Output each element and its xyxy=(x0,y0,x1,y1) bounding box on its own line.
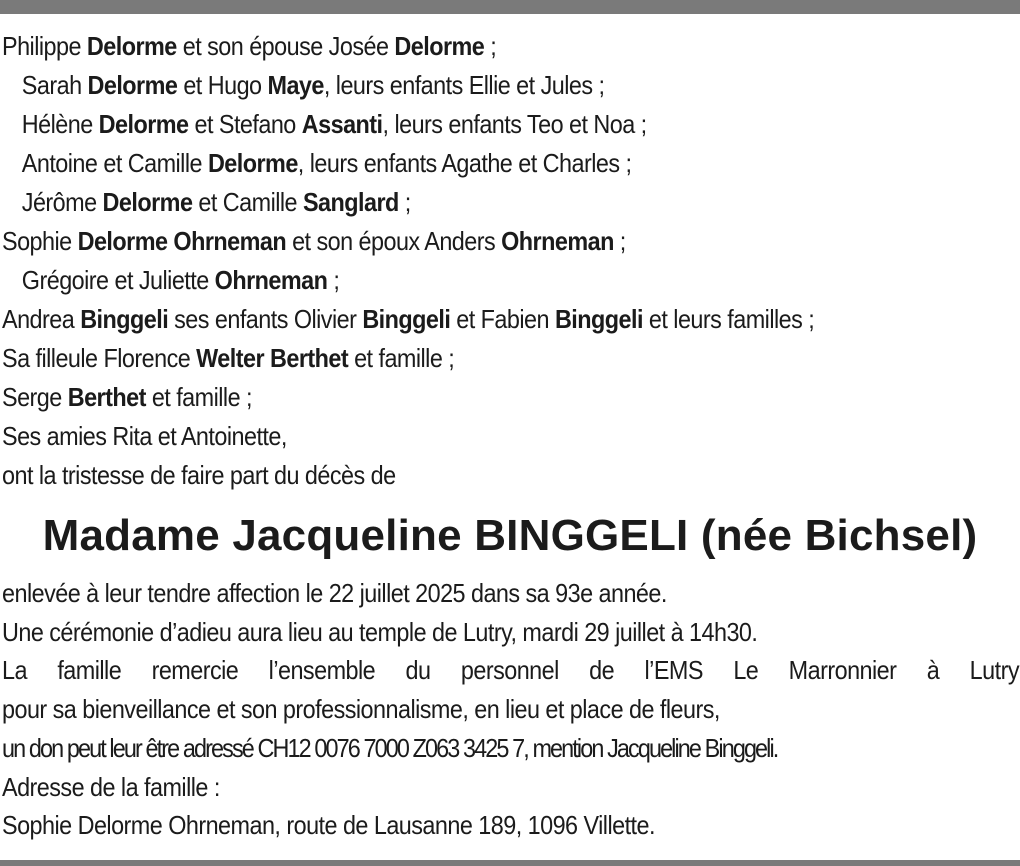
surname: Delorme xyxy=(207,148,298,178)
surname: Sanglard xyxy=(302,187,399,217)
body-line: pour sa bienveillance et son professionnalisme, en lieu et place de fleurs, xyxy=(2,694,720,725)
text: Andrea xyxy=(2,304,81,334)
surname: Ohrneman xyxy=(214,265,328,295)
text: et son époux Anders xyxy=(286,226,502,256)
family-line xyxy=(2,183,918,222)
family-line xyxy=(2,66,918,105)
text: et Camille xyxy=(192,187,303,217)
family-line xyxy=(2,222,918,261)
text: Sophie xyxy=(2,226,78,256)
text: , leurs enfants Ellie et Jules ; xyxy=(323,70,605,100)
surname: Delorme xyxy=(98,109,189,139)
surname: Binggeli xyxy=(362,304,451,334)
family-address: Sophie Delorme Ohrneman, route de Lausanne 189, 1096 Villette. xyxy=(2,810,655,841)
text: Ses amies Rita et Antoinette, xyxy=(2,421,287,451)
text: Hélène xyxy=(21,109,99,139)
family-line xyxy=(2,27,918,66)
text: Antoine et Camille xyxy=(21,148,208,178)
surname: Ohrneman xyxy=(501,226,614,256)
text: Jérôme xyxy=(21,187,103,217)
top-rule xyxy=(0,0,1020,14)
surname: Delorme xyxy=(87,70,178,100)
surname: Maye xyxy=(267,70,324,100)
text: Grégoire et Juliette xyxy=(21,265,215,295)
surname: Binggeli xyxy=(554,304,643,334)
family-line xyxy=(2,378,918,417)
text: , leurs enfants Agathe et Charles ; xyxy=(297,148,632,178)
surname: Delorme xyxy=(394,31,485,61)
text: ; xyxy=(327,265,340,295)
surname: Berthet xyxy=(67,382,146,412)
body-line: enlevée à leur tendre affection le 22 juillet 2025 dans sa 93e année. xyxy=(2,578,667,608)
family-line xyxy=(2,144,918,183)
family-line xyxy=(2,456,918,495)
surname: Delorme xyxy=(102,187,193,217)
family-list xyxy=(2,27,918,495)
text: Serge xyxy=(2,382,68,412)
body-line: La famille remercie l’ensemble du personnel de l’EMS Le Marronnier à Lutry xyxy=(2,655,1019,686)
surname: Delorme xyxy=(86,31,177,61)
family-line xyxy=(2,261,918,300)
surname: Assanti xyxy=(301,109,383,139)
text: , leurs enfants Teo et Noa ; xyxy=(382,109,647,139)
surname: Binggeli xyxy=(80,304,169,334)
text: et leurs familles ; xyxy=(642,304,815,334)
text: ; xyxy=(613,226,626,256)
text: et Hugo xyxy=(177,70,268,100)
text: ont la tristesse de faire part du décès de xyxy=(2,460,396,490)
text: Sa filleule Florence xyxy=(2,343,197,373)
notice-body xyxy=(2,574,1019,845)
text: et Fabien xyxy=(450,304,555,334)
text: ; xyxy=(484,31,497,61)
text: et Stefano xyxy=(188,109,302,139)
surname: Welter Berthet xyxy=(196,343,349,373)
family-line xyxy=(2,300,918,339)
family-line xyxy=(2,417,918,456)
text: Philippe xyxy=(2,31,87,61)
text: et famille ; xyxy=(348,343,455,373)
surname: Delorme Ohrneman xyxy=(77,226,287,256)
text: et son épouse Josée xyxy=(176,31,395,61)
body-line: un don peut leur être adressé CH12 0076 7000 Z063 3425 7, mention Jacqueline Binggeli. xyxy=(2,732,778,763)
family-line xyxy=(2,339,918,378)
family-line xyxy=(2,105,918,144)
body-line: Une cérémonie d’adieu aura lieu au temple de Lutry, mardi 29 juillet à 14h30. xyxy=(2,616,758,647)
text: et famille ; xyxy=(145,382,252,412)
text: ses enfants Olivier xyxy=(168,304,363,334)
text: ; xyxy=(398,187,411,217)
deceased-name: Madame Jacqueline BINGGELI (née Bichsel) xyxy=(42,511,978,560)
bottom-rule xyxy=(0,860,1020,866)
text: Sarah xyxy=(21,70,88,100)
body-line: Adresse de la famille : xyxy=(2,771,220,802)
